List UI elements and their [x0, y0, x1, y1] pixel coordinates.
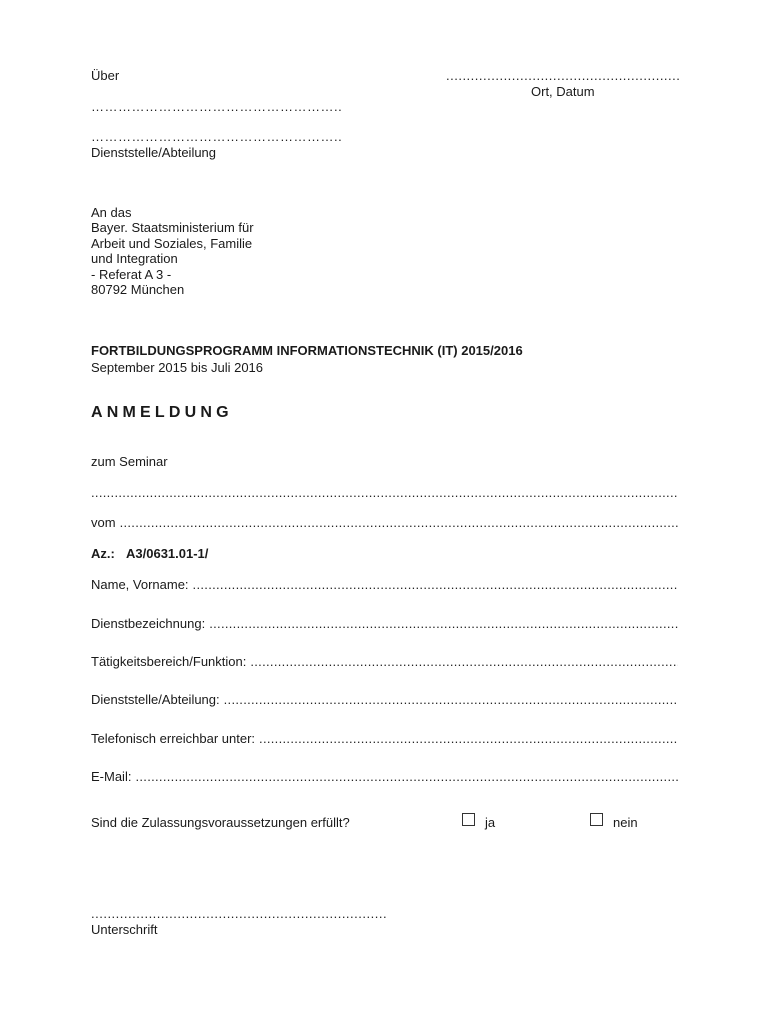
recipient-line: Arbeit und Soziales, Familie [91, 236, 253, 251]
signature-label: Unterschrift [91, 922, 158, 937]
seminar-label: zum Seminar [91, 454, 168, 469]
name-field[interactable] [91, 577, 678, 593]
vom-fill-line[interactable] [120, 515, 678, 531]
dienststelle-label: Dienststelle/Abteilung: [91, 692, 220, 707]
dienststelle-abteilung-label: Dienststelle/Abteilung [91, 145, 217, 160]
email-fill-line[interactable] [135, 769, 678, 785]
email-label: E-Mail: [91, 769, 132, 784]
taetigkeit-field[interactable] [91, 654, 678, 670]
ja-label: ja [485, 815, 496, 830]
telefon-fill-line[interactable] [259, 731, 678, 747]
name-fill-line[interactable] [193, 577, 678, 593]
seminar-field[interactable] [91, 485, 678, 501]
email-field[interactable] [91, 769, 678, 785]
date-line[interactable]: ......................................................... [446, 68, 681, 83]
sender-line-2[interactable]: ……………………………………………….. [91, 129, 343, 144]
zulassung-question: Sind die Zulassungsvoraussetzungen erfüllt? [91, 815, 350, 830]
recipient-line: 80792 München [91, 282, 185, 297]
name-label: Name, Vorname: [91, 577, 189, 592]
page-title: ANMELDUNG [91, 404, 233, 421]
program-title: FORTBILDUNGSPROGRAMM INFORMATIONSTECHNIK (IT) 2015/2016 [91, 343, 523, 358]
dienstbezeichnung-field[interactable] [91, 616, 678, 632]
nein-label: nein [613, 815, 638, 830]
ort-datum-label: Ort, Datum [531, 84, 595, 99]
dienststelle-field[interactable] [91, 692, 678, 708]
recipient-line: und Integration [91, 251, 178, 266]
dienststelle-fill-line[interactable] [224, 692, 678, 708]
nein-checkbox[interactable] [590, 813, 603, 826]
recipient-line: An das [91, 205, 132, 220]
sender-line-1[interactable]: ……………………………………………….. [91, 99, 343, 114]
telefon-field[interactable] [91, 731, 678, 747]
recipient-line: Bayer. Staatsministerium für [91, 220, 254, 235]
dienstbezeichnung-fill-line[interactable] [209, 616, 678, 632]
dienstbezeichnung-label: Dienstbezeichnung: [91, 616, 206, 631]
taetigkeit-fill-line[interactable] [250, 654, 678, 670]
taetigkeit-label: Tätigkeitsbereich/Funktion: [91, 654, 247, 669]
vom-field[interactable] [91, 515, 678, 531]
telefon-label: Telefonisch erreichbar unter: [91, 731, 256, 746]
recipient-line: - Referat A 3 - [91, 267, 172, 282]
ja-checkbox[interactable] [462, 813, 475, 826]
az-value: A3/0631.01-1/ [126, 546, 209, 561]
program-period: September 2015 bis Juli 2016 [91, 360, 264, 375]
seminar-fill-line[interactable] [91, 485, 678, 501]
vom-label: vom [91, 515, 116, 530]
az-label: Az.: [91, 546, 115, 561]
ueber-label: Über [91, 68, 120, 83]
signature-line[interactable]: ........................................................................ [91, 906, 388, 921]
